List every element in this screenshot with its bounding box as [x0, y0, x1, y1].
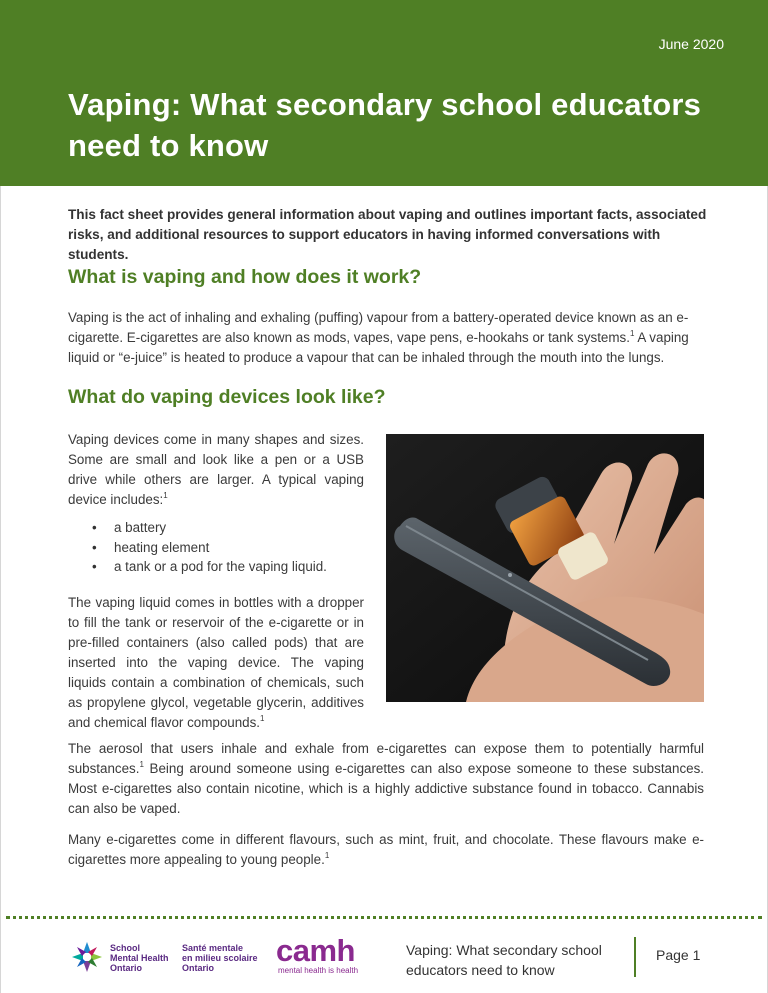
vape-device-photo — [386, 434, 704, 702]
logo-line: Mental Health — [110, 953, 169, 963]
smho-logo-icon — [70, 940, 104, 974]
footnote-ref: 1 — [163, 490, 168, 500]
camh-tagline: mental health is health — [278, 966, 359, 975]
footnote-ref: 1 — [629, 328, 635, 338]
text-run: Many e-cigarettes come in different flavours, such as mint, fruit, and chocolate. These flavours make e-cigarettes more appealing to young people. — [68, 832, 704, 867]
paragraph-devices — [68, 430, 364, 510]
footer-document-title: Vaping: What secondary school educators need to know — [406, 942, 602, 978]
vape-device-illustration — [386, 434, 704, 702]
logo-line: Ontario — [182, 963, 215, 973]
footnote-ref: 1 — [260, 713, 265, 723]
footer-divider — [634, 937, 636, 977]
logo-line: Ontario — [110, 963, 143, 973]
paragraph-vaping-liquid — [68, 593, 364, 733]
intro-paragraph: This fact sheet provides general information about vaping and outlines important facts, associated risks, and additional resources to support educators in having informed conversations with students. — [68, 207, 707, 262]
logo-line: Santé mentale — [182, 943, 244, 953]
list-item: • a tank or a pod for the vaping liquid. — [92, 557, 327, 577]
footer-divider-dotted — [6, 916, 762, 920]
heading-what-is-vaping: What is vaping and how does it work? — [68, 266, 422, 288]
device-parts-list — [92, 518, 327, 577]
page-number: Page 1 — [656, 947, 701, 963]
text-run: The aerosol that users inhale and exhale from e-cigarettes can expose them to potentially harmful substances. — [68, 741, 704, 776]
smho-english-name — [110, 943, 169, 973]
footnote-ref: 1 — [139, 759, 144, 769]
text-run: Being around someone using e-cigarettes can also expose someone to these substances. Most e-cigarettes also contain nicotine, which is a highly addictive substance found in tobacco. Cannabis can also be vaped. — [68, 761, 704, 816]
paragraph-aerosol — [68, 739, 704, 819]
paragraph-what-is-vaping — [68, 308, 708, 368]
text-run: A vaping liquid or “e-juice” is heated to produce a vapour that can be inhaled through the mouth into the lungs. — [68, 330, 689, 365]
text-run: The vaping liquid comes in bottles with a dropper to fill the tank or reservoir of the e-cigarette or in pre-filled containers (also called pods) that are inserted into the vaping device. The vaping liquids contain a combination of chemicals, such as propylene glycol, vegetable glycerin, additives and chemical flavor compounds. — [68, 595, 364, 730]
text-run: Vaping devices come in many shapes and sizes. Some are small and look like a pen or a USB drive while others are larger. A typical vaping device includes: — [68, 432, 364, 507]
text-run: Vaping is the act of inhaling and exhaling (puffing) vapour from a battery-operated device known as an e-cigarette. E-cigarettes are also known as mods, vapes, vape pens, e-hookahs or tank systems. — [68, 310, 689, 345]
logo-line: en milieu scolaire — [182, 953, 258, 963]
document-title: Vaping: What secondary school educators need to know — [68, 87, 702, 163]
list-item: • a battery — [92, 518, 327, 538]
logo-line: School — [110, 943, 141, 953]
footnote-ref: 1 — [324, 850, 330, 860]
header-band — [0, 0, 768, 186]
heading-devices: What do vaping devices look like? — [68, 386, 386, 408]
smho-french-name — [182, 943, 258, 973]
publication-date: June 2020 — [658, 36, 724, 52]
camh-logo: camh — [276, 933, 355, 968]
list-item: • heating element — [92, 538, 327, 558]
paragraph-flavours — [68, 830, 704, 870]
